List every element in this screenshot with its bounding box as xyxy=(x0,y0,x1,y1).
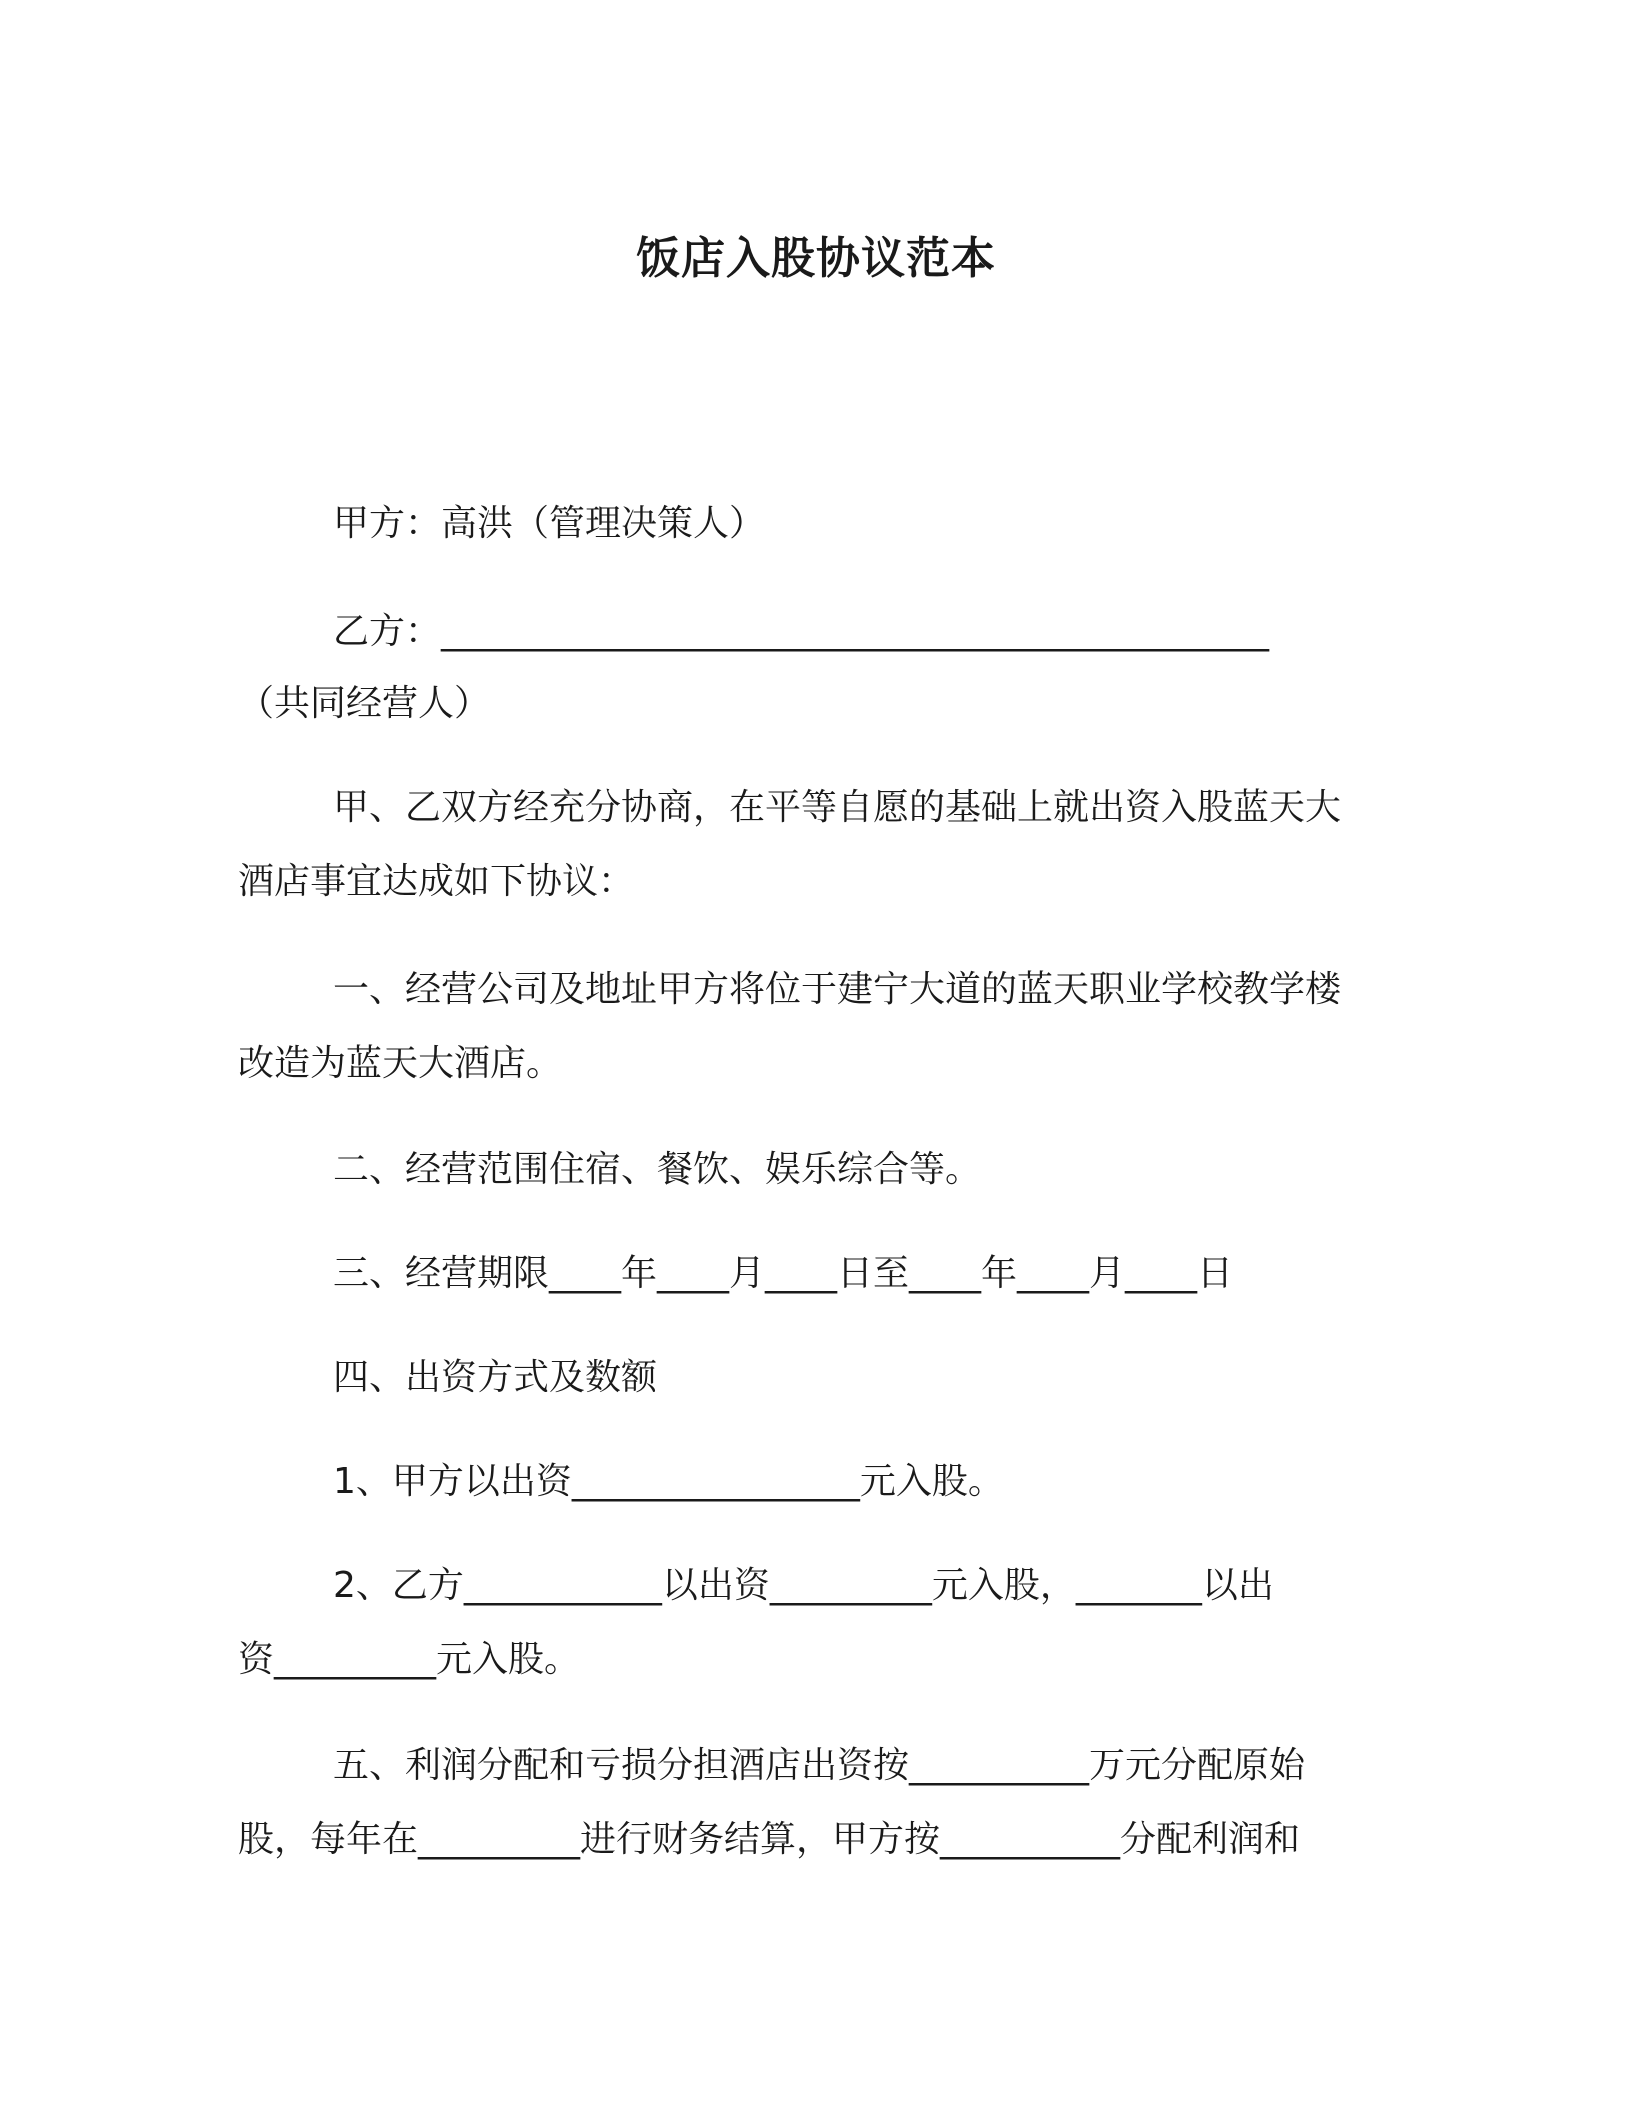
clause-5-line-1: 五、利润分配和亏损分担酒店出资按__________万元分配原始 xyxy=(333,1745,1306,1786)
clause-4-item-2-line-2: 资_________元入股。 xyxy=(238,1639,581,1680)
document-title: 饭店入股协议范本 xyxy=(636,233,996,284)
clause-5-line-2: 股，每年在_________进行财务结算，甲方按__________分配利润和 xyxy=(238,1819,1301,1860)
preamble-line-2: 酒店事宜达成如下协议： xyxy=(238,861,635,902)
party-b-line: 乙方：______________________________________________ xyxy=(333,611,1270,652)
party-a-line: 甲方：高洪（管理决策人） xyxy=(333,503,766,544)
clause-1-line-2: 改造为蓝天大酒店。 xyxy=(238,1043,563,1084)
preamble-line-1: 甲、乙双方经充分协商，在平等自愿的基础上就出资入股蓝天大 xyxy=(333,787,1342,828)
clause-2-line: 二、经营范围住宿、餐饮、娱乐综合等。 xyxy=(333,1149,982,1190)
clause-4-item-1: 1、甲方以出资________________元入股。 xyxy=(333,1461,1004,1502)
clause-4-item-2-line-1: 2、乙方___________以出资_________元入股，_______以出 xyxy=(333,1565,1274,1606)
clause-3-line: 三、经营期限____年____月____日至____年____月____日 xyxy=(333,1253,1234,1294)
party-b-role: （共同经营人） xyxy=(238,683,491,724)
clause-4-heading: 四、出资方式及数额 xyxy=(333,1357,658,1398)
clause-1-line-1: 一、经营公司及地址甲方将位于建宁大道的蓝天职业学校教学楼 xyxy=(333,969,1342,1010)
